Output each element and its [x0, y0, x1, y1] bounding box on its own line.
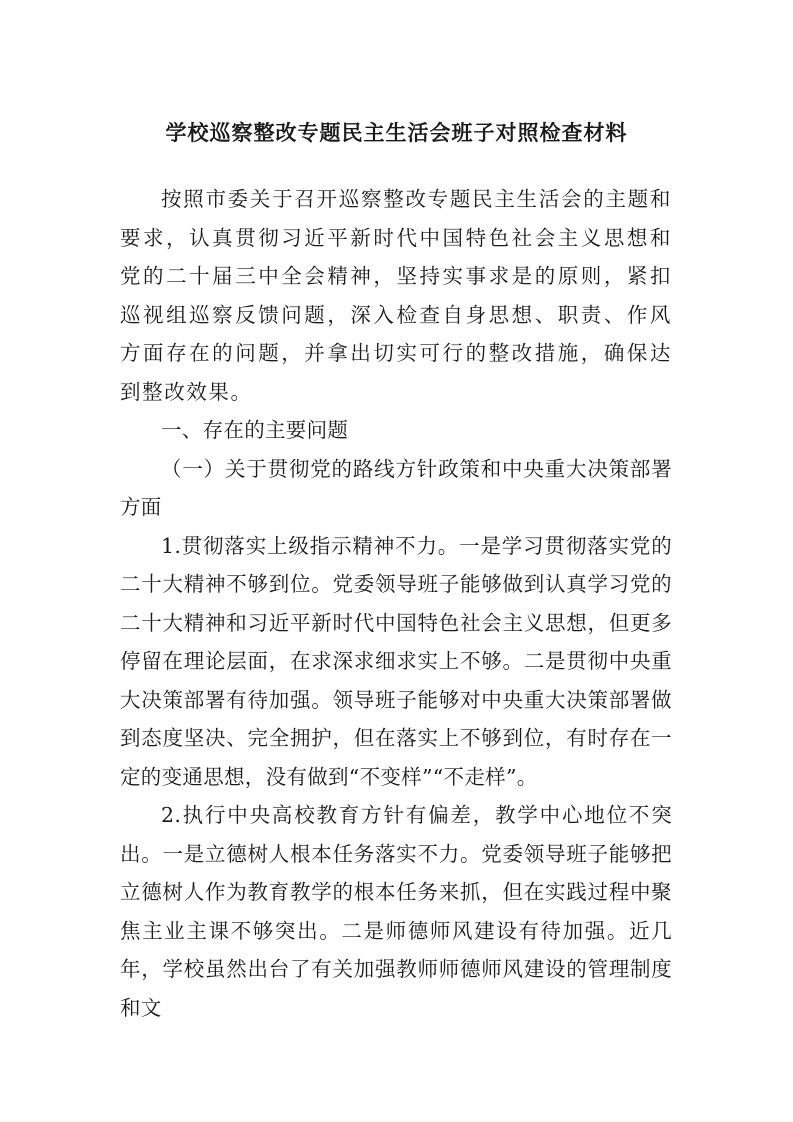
document-title: 学校巡察整改专题民主生活会班子对照检查材料: [165, 120, 628, 145]
section-heading: 一、存在的主要问题: [161, 418, 349, 442]
body-paragraph: 2.执行中央高校教育方针有偏差，教学中心地位不突出。一是立德树人根本任务落实不力。党委领导班子能够把立德树人作为教育教学的根本任务来抓，但在实践过程中聚焦主业主课不够突出。二是师德师风建设有待加强。近几年，学校虽然出台了有关加强教师师德师风建设的管理制度和文: [120, 803, 672, 1020]
intro-paragraph: 按照市委关于召开巡察整改专题民主生活会的主题和要求，认真贯彻习近平新时代中国特色社会主义思想和党的二十届三中全会精神，坚持实事求是的原则，紧扣巡视组巡察反馈问题，深入检查自身思想、职责、作风方面存在的问题，并拿出切实可行的整改措施，确保达到整改效果。: [120, 187, 672, 404]
subsection-heading: （一）关于贯彻党的路线方针政策和中央重大决策部署方面: [120, 456, 672, 519]
body-paragraph: 1.贯彻落实上级指示精神不力。一是学习贯彻落实党的二十大精神不够到位。党委领导班子能够做到认真学习党的二十大精神和习近平新时代中国特色社会主义思想，但更多停留在理论层面，在求深求细求实上不够。二是贯彻中央重大决策部署有待加强。领导班子能够对中央重大决策部署做到态度坚决、完全拥护，但在落实上不够到位，有时存在一定的变通思想，没有做到“不变样”“不走样”。: [120, 533, 672, 789]
document-body: [120, 180, 672, 1027]
